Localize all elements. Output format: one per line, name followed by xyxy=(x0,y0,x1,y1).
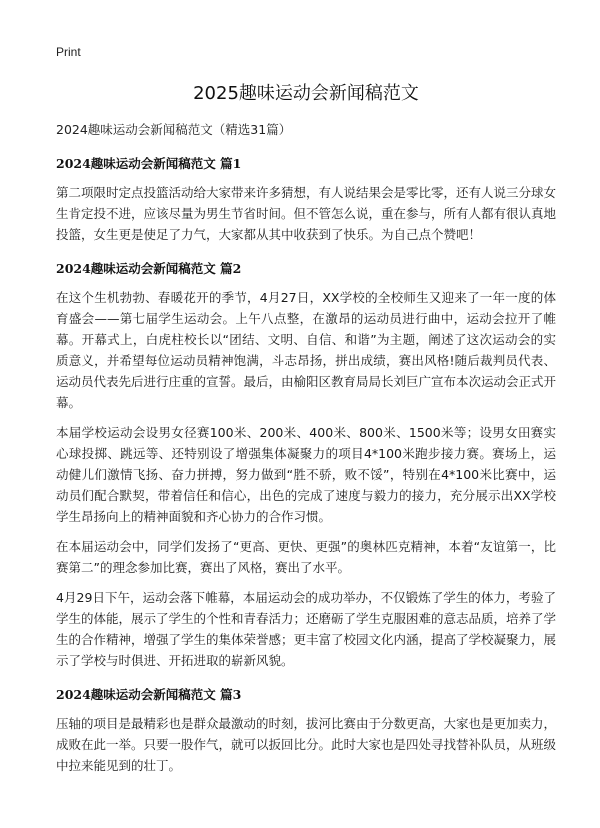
section-heading: 2024趣味运动会新闻稿范文 篇2 xyxy=(56,261,242,276)
article-section-3 xyxy=(56,685,556,776)
paragraph: 压轴的项目是最精彩也是群众最激动的时刻，拔河比赛由于分数更高，大家也是更加卖力，成败在此一举。只要一股作气，就可以扳回比分。此时大家也是四处寻找替补队员，从班级中拉来能见到的壮丁。 xyxy=(56,716,557,773)
paragraph: 4月29日下午，运动会落下帷幕，本届运动会的成功举办，不仅锻炼了学生的体力，考验了学生的体能，展示了学生的个性和青春活力；还磨砺了学生克服困难的意志品质，培养了学生的合作精神，增强了学生的集体荣誉感；更丰富了校园文化内涵，提高了学校凝聚力，展示了学校与时俱进、开拓进取的崭新风貌。 xyxy=(56,590,557,668)
section-heading: 2024趣味运动会新闻稿范文 篇1 xyxy=(56,156,242,171)
page-title: 2025趣味运动会新闻稿范文 xyxy=(193,83,419,104)
paragraph: 在这个生机勃勃、春暖花开的季节，4月27日，XX学校的全校师生又迎来了一年一度的体育盛会——第七届学生运动会。上午八点整，在激昂的运动员进行曲中，运动会拉开了帷幕。开幕式上，白虎柱校长以“团结、文明、自信、和谐”为主题，阐述了这次运动会的实质意义，并希望每位运动员精神饱满，斗志昂扬，拼出成绩，赛出风格!随后裁判员代表、运动员代表先后进行庄重的宣誓。最后，由榆阳区教育局局长刘巨广宣布本次运动会正式开幕。 xyxy=(56,290,557,410)
article-section-2 xyxy=(56,259,556,671)
section-heading: 2024趣味运动会新闻稿范文 篇3 xyxy=(56,687,242,702)
article-section-1 xyxy=(56,154,556,245)
paragraph: 本届学校运动会设男女径赛100米、200米、400米、800米、1500米等；设男女田赛实心球投掷、跳远等、还特别设了增强集体凝聚力的项目4*100米跑步接力赛。赛场上，运动健儿们激情飞扬、奋力拼搏，努力做到“胜不骄，败不馁”，特别在4*100米比赛中，运动员们配合默契，带着信任和信心，出色的完成了速度与毅力的接力，充分展示出XX学校学生昂扬向上的精神面貌和齐心协力的合作习惯。 xyxy=(56,425,556,524)
paragraph: 在本届运动会中，同学们发扬了“更高、更快、更强”的奥林匹克精神，本着“友谊第一，比赛第二”的理念参加比赛，赛出了风格，赛出了水平。 xyxy=(56,539,556,575)
paragraph: 第二项限时定点投篮活动给大家带来许多猜想，有人说结果会是零比零，还有人说三分球女生肯定投不进，应该尽量为男生节省时间。但不管怎么说，重在参与，所有人都有很认真地投篮，女生更是使足了力气，大家都从其中收获到了快乐。为自己点个赞吧！ xyxy=(56,185,557,242)
document-subtitle: 2024趣味运动会新闻稿范文（精选31篇） xyxy=(56,122,292,137)
print-label[interactable]: Print xyxy=(56,45,81,59)
